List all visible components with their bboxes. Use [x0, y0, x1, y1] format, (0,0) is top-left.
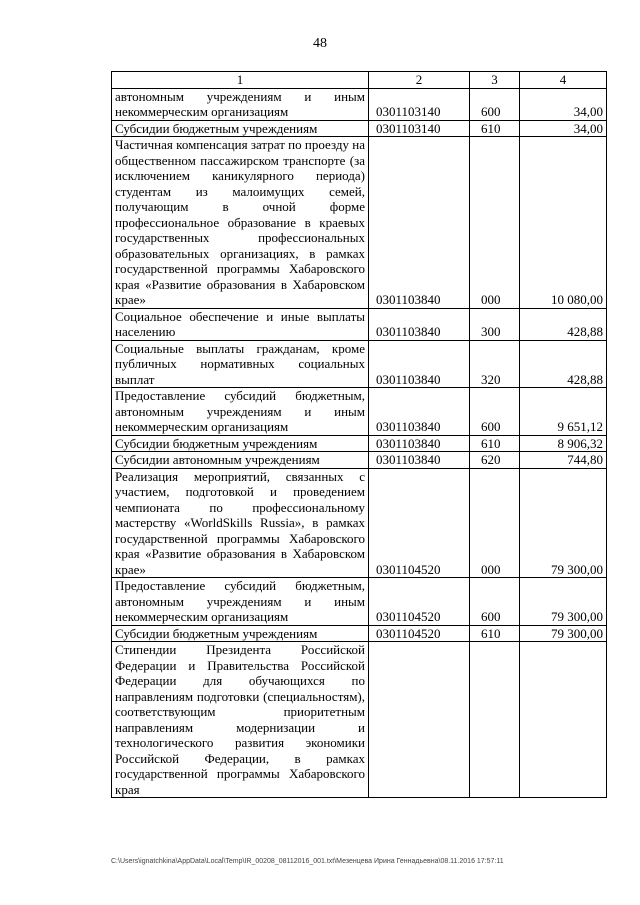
- row-type: 000: [470, 137, 520, 309]
- row-amount: 79 300,00: [520, 468, 607, 578]
- row-code: [369, 642, 470, 798]
- table-row: [112, 120, 607, 137]
- row-name: Субсидии автономным учреждениям: [112, 452, 369, 469]
- table-row: [112, 578, 607, 626]
- column-header: 2: [369, 72, 470, 89]
- row-name: Предоставление субсидий бюджетным, автономным учреждениям и иным некоммерческим организациям: [112, 578, 369, 626]
- row-code: 0301103840: [369, 308, 470, 340]
- row-code: 0301104520: [369, 625, 470, 642]
- row-name: Реализация мероприятий, связанных с участием, подготовкой и проведением чемпионата по профессиональному мастерству «WorldSkills Russia», в рамках государственной программы Хабаровского края «Развитие образования в Хабаровском крае»: [112, 468, 369, 578]
- column-header: 3: [470, 72, 520, 89]
- table-row: [112, 340, 607, 388]
- table-row: [112, 137, 607, 309]
- row-amount: 34,00: [520, 120, 607, 137]
- table-row: [112, 388, 607, 436]
- row-code: 0301103140: [369, 120, 470, 137]
- row-name: Предоставление субсидий бюджетным, автономным учреждениям и иным некоммерческим организациям: [112, 388, 369, 436]
- table-header-row: [112, 72, 607, 89]
- column-header: 4: [520, 72, 607, 89]
- row-amount: 428,88: [520, 340, 607, 388]
- row-name: Субсидии бюджетным учреждениям: [112, 120, 369, 137]
- table-row: [112, 642, 607, 798]
- row-type: 600: [470, 88, 520, 120]
- table-row: [112, 625, 607, 642]
- budget-table: [111, 71, 607, 798]
- row-code: 0301103840: [369, 435, 470, 452]
- row-code: 0301103840: [369, 452, 470, 469]
- row-amount: 79 300,00: [520, 578, 607, 626]
- row-name: Частичная компенсация затрат по проезду на общественном пассажирском транспорте (за исключением каникулярного периода) студентам из малоимущих семей, получающим в очной форме профессиональное образование в краевых государственных профессиональных образовательных организациях, в рамках государственной программы Хабаровского края «Развитие образования в Хабаровском крае»: [112, 137, 369, 309]
- table-row: [112, 435, 607, 452]
- table-row: [112, 88, 607, 120]
- row-type: 610: [470, 435, 520, 452]
- row-type: 600: [470, 578, 520, 626]
- row-code: 0301103140: [369, 88, 470, 120]
- row-amount: [520, 642, 607, 798]
- row-name: Стипендии Президента Российской Федерации и Правительства Российской Федерации для обучающихся по направлениям подготовки (специальностям), соответствующим приоритетным направлениям модернизации и технологического развития экономики Российской Федерации, в рамках государственной программы Хабаровского края: [112, 642, 369, 798]
- row-amount: 744,80: [520, 452, 607, 469]
- row-name: Социальное обеспечение и иные выплаты населению: [112, 308, 369, 340]
- row-type: 620: [470, 452, 520, 469]
- table-row: [112, 452, 607, 469]
- row-code: 0301103840: [369, 137, 470, 309]
- row-name: Субсидии бюджетным учреждениям: [112, 625, 369, 642]
- row-type: 300: [470, 308, 520, 340]
- row-amount: 79 300,00: [520, 625, 607, 642]
- row-name: Социальные выплаты гражданам, кроме публичных нормативных социальных выплат: [112, 340, 369, 388]
- row-type: 610: [470, 120, 520, 137]
- table-row: [112, 308, 607, 340]
- row-amount: 9 651,12: [520, 388, 607, 436]
- row-amount: 10 080,00: [520, 137, 607, 309]
- row-type: 610: [470, 625, 520, 642]
- row-name: автономным учреждениям и иным некоммерческим организациям: [112, 88, 369, 120]
- table-row: [112, 468, 607, 578]
- row-amount: 428,88: [520, 308, 607, 340]
- row-name: Субсидии бюджетным учреждениям: [112, 435, 369, 452]
- row-code: 0301104520: [369, 468, 470, 578]
- row-type: [470, 642, 520, 798]
- file-path-footer: C:\Users\ignatchkina\AppData\Local\Temp\IR_00208_08112016_001.txt\Мезенцева Ирина Геннадьевна\08.11.2016 17:57:11: [111, 858, 504, 865]
- row-type: 600: [470, 388, 520, 436]
- row-type: 320: [470, 340, 520, 388]
- row-amount: 8 906,32: [520, 435, 607, 452]
- row-code: 0301103840: [369, 388, 470, 436]
- page-number: 48: [313, 36, 327, 51]
- row-code: 0301103840: [369, 340, 470, 388]
- row-code: 0301104520: [369, 578, 470, 626]
- row-amount: 34,00: [520, 88, 607, 120]
- row-type: 000: [470, 468, 520, 578]
- column-header: 1: [112, 72, 369, 89]
